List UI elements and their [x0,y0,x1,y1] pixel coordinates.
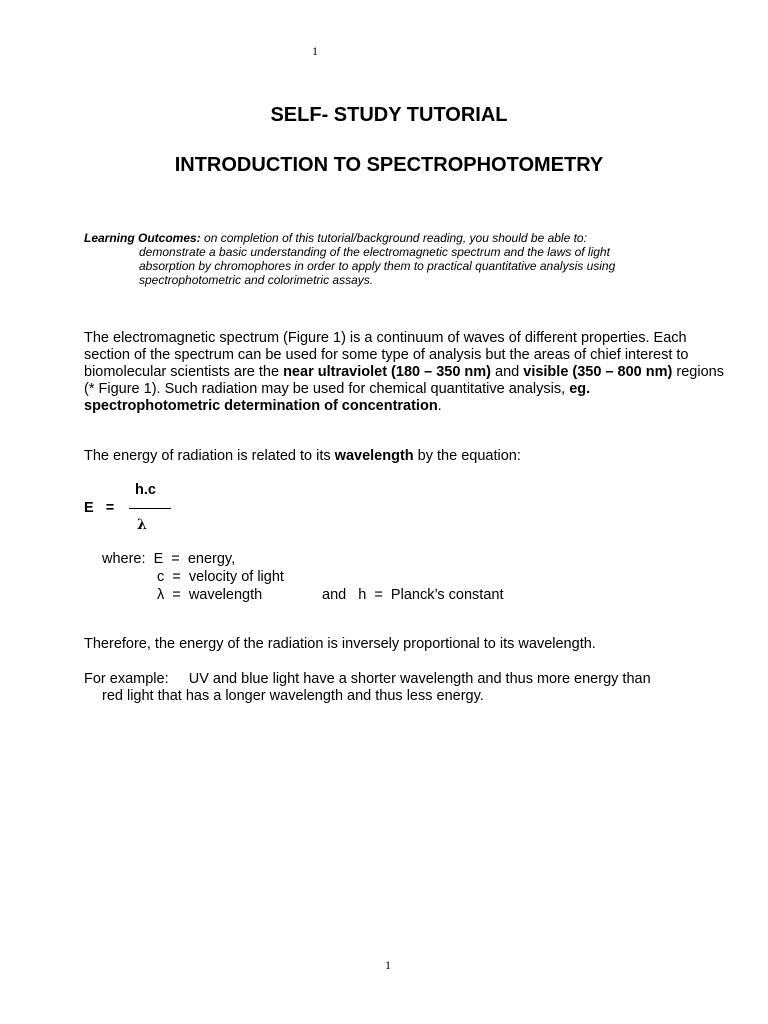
paragraph-text: and [491,364,524,380]
paragraph-bold-visible: visible (350 – 800 nm) [523,364,673,380]
paragraph-inverse: Therefore, the energy of the radiation is inversely proportional to its wavelength. [84,636,596,652]
paragraph-text: by the equation: [413,448,521,464]
learning-outcomes-intro [84,231,587,245]
equation-denominator: λ [137,517,147,533]
learning-outcomes-intro-text: on completion of this tutorial/background reading, you should be able to: [200,231,587,245]
example-line-1: For example: UV and blue light have a shorter wavelength and thus more energy than [84,671,651,687]
paragraph-text: The energy of radiation is related to its [84,448,335,464]
paragraph-text: . [437,398,442,414]
document-subtitle: INTRODUCTION TO SPECTROPHOTOMETRY [174,154,604,176]
page-number-bottom: 1 [385,958,391,972]
example-line-2: red light that has a longer wavelength and thus less energy. [102,688,484,704]
equation-fraction-bar [129,508,171,509]
page-number-top: 1 [312,44,318,58]
learning-outcomes-body: demonstrate a basic understanding of the electromagnetic spectrum and the laws of light absorption by chromophores in order to apply them to practical quantitative analysis using spectrophotometric and colorimetric assays. [139,245,616,287]
where-energy: where: E = energy, [102,551,236,567]
where-planck: and h = Planck’s constant [322,587,504,603]
paragraph-bold-wavelength: wavelength [334,448,414,464]
equation-numerator: h.c [135,482,156,498]
where-velocity: c = velocity of light [157,569,284,585]
paragraph-bold-uv: near ultraviolet (180 – 350 nm) [283,364,491,380]
document-title: SELF- STUDY TUTORIAL [270,104,508,126]
paragraph-spectrum [84,330,724,415]
learning-outcomes-label: Learning Outcomes: [84,231,201,245]
paragraph-text: regions (* Figure 1). Such radiation may be used for chemical quantitative analysis, [84,364,724,397]
equation-lhs: E = [84,500,115,516]
paragraph-energy [84,448,521,465]
paragraph-bold-determination: eg. spectrophotometric determination of concentration [84,381,591,414]
paragraph-text: The electromagnetic spectrum (Figure 1) is a continuum of waves of different properties. Each section of the spectrum can be used for some type of analysis but the areas of chief interest to biomolecular scientists are the [84,330,689,380]
where-wavelength: λ = wavelength [157,587,263,603]
